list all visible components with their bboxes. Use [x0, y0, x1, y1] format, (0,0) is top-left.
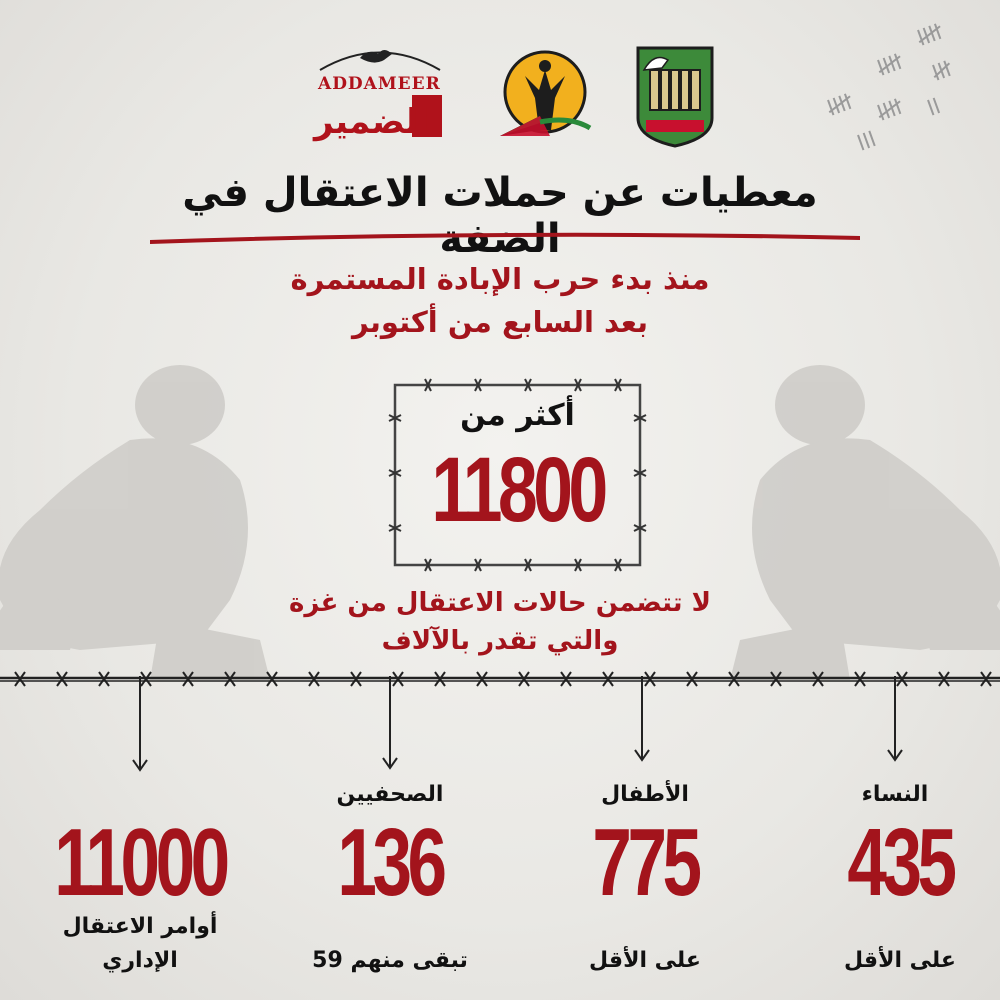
- stat-sub-journalists: تبقى منهم 59: [312, 948, 468, 973]
- title-underline: [150, 232, 860, 246]
- addameer-logo-text-ar: الضمير: [314, 102, 430, 142]
- arrow-down-icon: [635, 676, 649, 760]
- stat-sub-admin-detention-1: أوامر الاعتقال: [62, 914, 218, 939]
- headline-prefix: أكثر من: [460, 398, 575, 433]
- subtitle-line-1: منذ بدء حرب الإبادة المستمرة: [290, 262, 710, 296]
- prisoners-club-logo: [630, 40, 720, 150]
- prisoner-silhouette-left: [0, 360, 280, 680]
- logo-row: [300, 40, 720, 150]
- arrow-down-icon: [133, 676, 147, 770]
- addameer-logo-text-en: ADDAMEER: [318, 74, 441, 94]
- stat-value-children: 775: [592, 809, 698, 916]
- stat-value-journalists: 136: [337, 809, 443, 916]
- prisoners-commission-logo: [490, 40, 600, 150]
- stat-sub-children: على الأقل: [589, 948, 701, 973]
- prisoner-silhouette-right: [720, 360, 1000, 680]
- stat-value-admin-detention: 11000: [54, 809, 226, 916]
- stat-label-women: النساء: [861, 782, 929, 807]
- stat-label-journalists: الصحفيين: [336, 782, 444, 807]
- headline-value: 11800: [431, 439, 604, 541]
- stat-sub-women: على الأقل: [844, 948, 956, 973]
- note-line-1: لا تتضمن حالات الاعتقال من غزة: [289, 588, 711, 618]
- stat-value-women: 435: [847, 809, 953, 916]
- stat-sub-admin-detention-2: الإداري: [102, 948, 178, 973]
- stat-label-children: الأطفال: [601, 782, 689, 807]
- arrow-down-icon: [888, 676, 902, 760]
- note-line-2: والتي تقدر بالآلاف: [381, 626, 619, 656]
- subtitle-line-2: بعد السابع من أكتوبر: [351, 305, 649, 339]
- page-title: معطيات عن حملات الاعتقال في الضفة: [182, 170, 818, 262]
- addameer-logo: [300, 40, 460, 150]
- tally-marks-icon: [808, 20, 978, 160]
- arrow-down-icon: [383, 676, 397, 768]
- arrow-group: [0, 676, 1000, 776]
